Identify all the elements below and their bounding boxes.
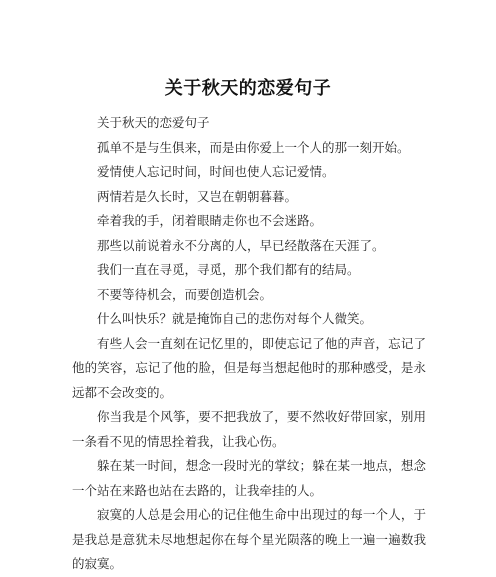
paragraph: 你当我是个风筝，要不把我放了，要不然收好带回家，别用一条看不见的情思拴着我，让我心伤。	[72, 409, 426, 449]
document-title: 关于秋天的恋爱句子	[164, 78, 332, 99]
document-body	[72, 111, 426, 577]
paragraph: 牵着我的手，闭着眼睛走你也不会迷路。	[97, 213, 323, 228]
paragraph: 爱情使人忘记时间，时间也使人忘记爱情。	[97, 164, 335, 179]
paragraph: 那些以前说着永不分离的人，早已经散落在天涯了。	[97, 237, 385, 253]
paragraph: 孤单不是与生俱来，而是由你爱上一个人的那一刻开始。	[97, 139, 410, 155]
paragraph: 两情若是久长时，又岂在朝朝暮暮。	[97, 188, 298, 204]
paragraph: 躲在某一时间，想念一段时光的掌纹；躲在某一地点，想念一个站在来路也站在去路的，让我牵挂的人。	[72, 458, 426, 498]
paragraph: 寂寞的人总是会用心的记住他生命中出现过的每一个人，于是我总是意犹未尽地想起你在每个星光陨落的晚上一遍一遍数我的寂寞。	[72, 507, 426, 571]
paragraph: 不要等待机会，而要创造机会。	[97, 286, 273, 302]
paragraph: 有些人会一直刻在记忆里的，即使忘记了他的声音，忘记了他的笑容，忘记了他的脸，但是每当想起他时的那种感受，是永远都不会改变的。	[72, 335, 426, 400]
paragraph: 关于秋天的恋爱句子	[97, 115, 210, 130]
paragraph: 我们一直在寻觅，寻觅，那个我们都有的结局。	[97, 262, 360, 277]
paragraph: 什么叫快乐？就是掩饰自己的悲伤对每个人微笑。	[97, 311, 373, 326]
